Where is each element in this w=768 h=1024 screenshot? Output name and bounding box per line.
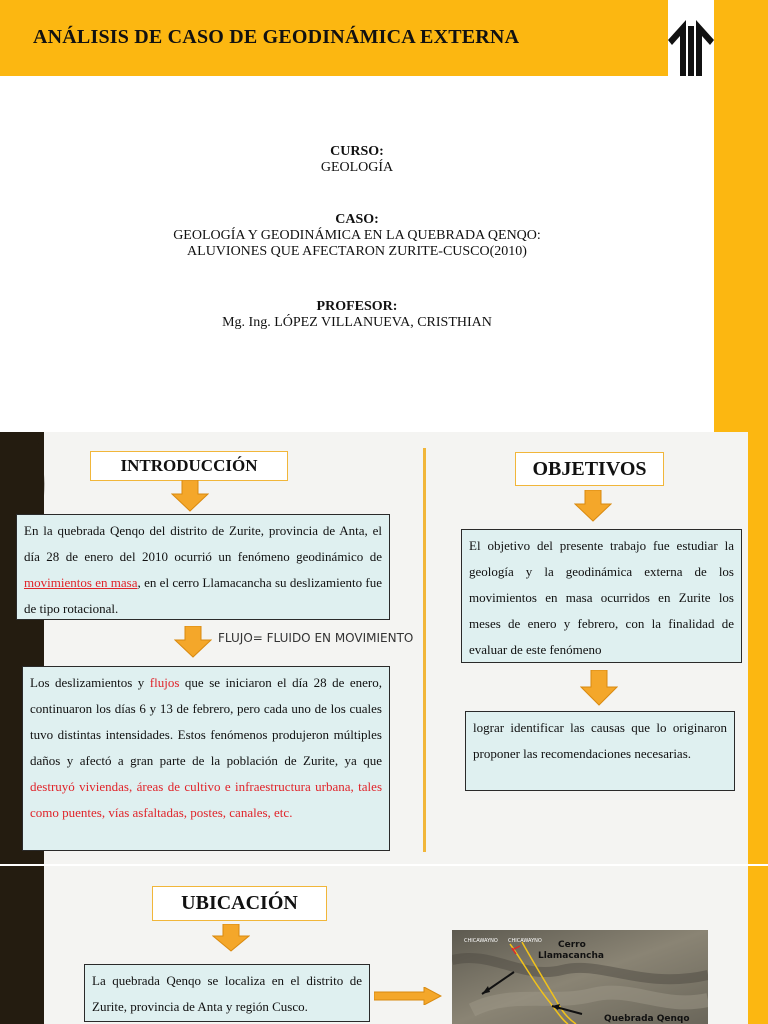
flows-highlight: flujos — [149, 675, 180, 690]
right-accent-bar — [748, 866, 768, 1024]
intro-p2-text-b: que se iniciaron el día 28 de enero, continuaron los días 6 y 13 de febrero, pero cada uno de los cuales tuvo distintas intensidades. Estos fenómenos produjeron múltiples daños y afectó a gran parte de la población de Zurite, ya que — [30, 675, 382, 768]
location-slide — [0, 866, 768, 1024]
location-map-image — [452, 930, 708, 1024]
slide-title: ANÁLISIS DE CASO DE GEODINÁMICA EXTERNA — [33, 26, 520, 48]
intro-objectives-slide — [0, 432, 768, 864]
professor-value: Mg. Ing. LÓPEZ VILLANUEVA, CRISTHIAN — [222, 315, 492, 330]
university-logo-icon — [666, 18, 716, 78]
flow-definition-note: FLUJO= FLUIDO EN MOVIMIENTO — [218, 631, 414, 645]
location-paragraph: La quebrada Qenqo se localiza en el distrito de Zurite, provincia de Anta y región Cusco. — [84, 964, 370, 1022]
arrow-down-icon — [171, 480, 209, 512]
arrow-down-icon — [212, 924, 250, 952]
intro-p1-text-a: En la quebrada Qenqo del distrito de Zurite, provincia de Anta, el día 28 de enero del 2010 ocurrió un fenómeno geodinámico de — [24, 523, 382, 564]
arrow-down-icon — [574, 490, 612, 522]
intro-paragraph-1 — [16, 514, 390, 620]
intro-paragraph-2 — [22, 666, 390, 851]
objectives-paragraph-1: El objetivo del presente trabajo fue estudiar la geología y la geodinámica externa de los movimientos en masa ocurridos en Zurite los meses de enero y febrero, con la finalidad de evaluar de este fenómeno — [461, 529, 742, 663]
intro-heading: INTRODUCCIÓN — [90, 451, 288, 481]
case-section — [0, 212, 714, 260]
column-divider — [423, 448, 426, 852]
case-line-2: ALUVIONES QUE AFECTARON ZURITE-CUSCO(2010) — [187, 244, 527, 259]
intro-p2-text-a: Los deslizamientos y — [30, 675, 150, 690]
map-small-label-1: CHICAWAYNO — [464, 938, 498, 944]
objectives-paragraph-2: lograr identificar las causas que lo originaron proponer las recomendaciones necesarias. — [465, 711, 735, 791]
title-slide — [0, 0, 768, 432]
professor-label: PROFESOR: — [316, 299, 398, 314]
location-heading: UBICACIÓN — [152, 886, 327, 921]
intro-p1-text-b: , en el cerro Llamacancha su deslizamiento fue de tipo rotacional. — [24, 575, 382, 616]
damage-highlight: destruyó viviendas, áreas de cultivo e infraestructura urbana, tales como puentes, vías asfaltadas, postes, canales, etc. — [30, 779, 382, 820]
professor-section — [0, 299, 714, 331]
objectives-heading: OBJETIVOS — [515, 452, 664, 486]
arrow-down-icon — [580, 670, 618, 706]
course-section — [0, 144, 714, 176]
arrow-down-icon — [174, 626, 212, 658]
case-label: CASO: — [335, 212, 379, 227]
arrow-right-icon — [374, 987, 442, 1005]
course-label: CURSO: — [330, 144, 384, 159]
course-value: GEOLOGÍA — [320, 160, 394, 175]
right-accent-bar — [748, 432, 768, 864]
mass-movement-link[interactable]: movimientos en masa — [24, 575, 138, 590]
map-label-llamacancha: Llamacancha — [538, 951, 604, 961]
case-line-1: GEOLOGÍA Y GEODINÁMICA EN LA QUEBRADA QENQO: — [173, 228, 541, 243]
map-small-label-2: CHICAWAYNO — [508, 938, 542, 944]
map-label-quebrada: Quebrada Qenqo — [604, 1014, 690, 1024]
right-accent-bar — [714, 0, 768, 432]
wave-edge-shape — [30, 866, 60, 1024]
map-label-cerro: Cerro — [558, 940, 586, 950]
